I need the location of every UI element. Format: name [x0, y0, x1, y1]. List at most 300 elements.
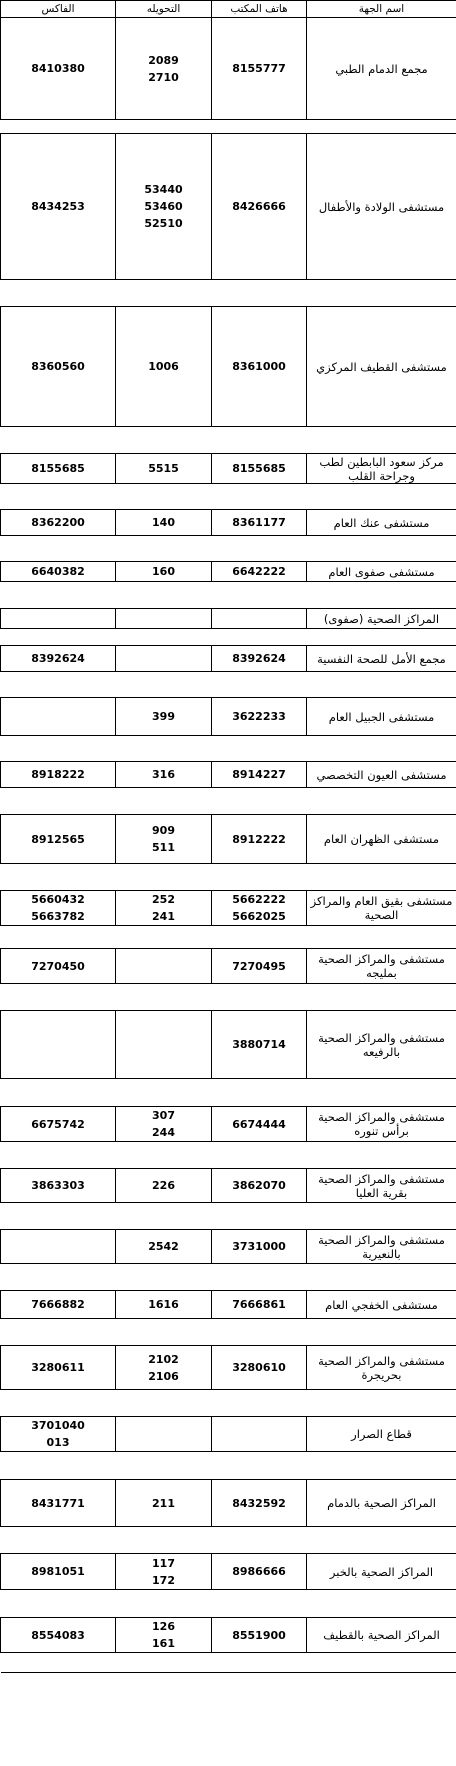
- table-row: [1, 1618, 456, 1653]
- office-phone-cell: [212, 510, 307, 536]
- spacer-cell: [1, 736, 116, 762]
- fax-value: 5660432: [31, 893, 85, 906]
- spacer-cell: [116, 1079, 212, 1107]
- spacer-cell: [116, 536, 212, 562]
- office-phone-value: 8912222: [232, 832, 286, 846]
- spacer-cell: [212, 1452, 307, 1480]
- spacer-cell: [116, 788, 212, 815]
- spacer-cell: [212, 1390, 307, 1417]
- spacer-cell: [212, 582, 307, 609]
- table-row: [1, 1480, 456, 1527]
- fax-value: 8912565: [31, 832, 85, 846]
- fax-cell: [1, 949, 116, 984]
- extension-value: 909: [152, 824, 175, 837]
- fax-value: 7270450: [31, 959, 85, 973]
- entity-name-cell: مستشفى عنك العام: [307, 510, 456, 536]
- fax-cell: [1, 815, 116, 864]
- extension-cell: [116, 698, 212, 736]
- spacer-cell: [212, 280, 307, 307]
- extension-value: 244: [152, 1126, 175, 1139]
- office-phone-value: 8361000: [232, 360, 286, 373]
- spacer-cell: [307, 788, 456, 815]
- spacer-cell: [307, 1527, 456, 1554]
- fax-value: 7666882: [31, 1298, 85, 1311]
- fax-cell: [1, 307, 116, 427]
- contacts-table-body: [1, 18, 456, 1673]
- fax-value: 8392624: [31, 652, 85, 665]
- spacer-cell: [1, 926, 116, 949]
- spacer-cell: [307, 672, 456, 698]
- extension-cell: [116, 562, 212, 582]
- extension-cell: [116, 1011, 212, 1079]
- office-phone-cell: [212, 609, 307, 629]
- spacer-cell: [116, 984, 212, 1011]
- spacer-row: [1, 582, 456, 609]
- spacer-row: [1, 1527, 456, 1554]
- spacer-cell: [116, 736, 212, 762]
- spacer-cell: [307, 926, 456, 949]
- spacer-cell: [1, 864, 116, 891]
- spacer-cell: [307, 1319, 456, 1346]
- spacer-cell: [1, 484, 116, 510]
- office-phone-cell: [212, 562, 307, 582]
- spacer-cell: [116, 484, 212, 510]
- fax-cell: [1, 454, 116, 484]
- office-phone-value: 3731000: [232, 1240, 286, 1253]
- fax-cell: [1, 1107, 116, 1142]
- spacer-row: [1, 1452, 456, 1480]
- entity-name-cell: مجمع الأمل للصحة النفسية: [307, 646, 456, 672]
- office-phone-cell: [212, 307, 307, 427]
- spacer-row: [1, 1390, 456, 1417]
- spacer-cell: [307, 629, 456, 646]
- extension-value: 307: [152, 1109, 175, 1122]
- fax-value: 8410380: [31, 62, 85, 75]
- fax-cell: [1, 18, 116, 120]
- spacer-cell: [212, 1527, 307, 1554]
- entity-name-cell: قطاع الصرار: [307, 1417, 456, 1452]
- extension-value: 117: [152, 1556, 175, 1570]
- office-phone-value: 8432592: [232, 1496, 286, 1510]
- spacer-cell: [116, 1452, 212, 1480]
- table-row: [1, 815, 456, 864]
- extension-value: 241: [152, 910, 175, 923]
- office-phone-cell: [212, 815, 307, 864]
- table-row: [1, 949, 456, 984]
- office-phone-value: 8155777: [232, 62, 286, 75]
- spacer-cell: [1, 672, 116, 698]
- extension-value: 252: [152, 893, 175, 906]
- table-row: [1, 134, 456, 280]
- office-phone-cell: [212, 1346, 307, 1390]
- office-phone-value: 8361177: [232, 516, 286, 529]
- spacer-row: [1, 536, 456, 562]
- spacer-cell: [212, 484, 307, 510]
- fax-cell: [1, 1618, 116, 1653]
- fax-cell: [1, 1011, 116, 1079]
- table-row: [1, 1554, 456, 1590]
- extension-value: 2542: [148, 1240, 179, 1253]
- entity-name-cell: مستشفى القطيف المركزي: [307, 307, 456, 427]
- office-phone-value: 7270495: [232, 959, 286, 973]
- fax-value: 3863303: [31, 1179, 85, 1192]
- extension-value: 126: [152, 1620, 175, 1633]
- spacer-cell: [212, 629, 307, 646]
- entity-name-cell: مركز سعود البابطين لطب وجراحة القلب: [307, 454, 456, 484]
- fax-cell: [1, 1480, 116, 1527]
- entity-name-cell: مستشفى صفوى العام: [307, 562, 456, 582]
- spacer-row: [1, 788, 456, 815]
- spacer-cell: [212, 120, 307, 134]
- extension-cell: [116, 1554, 212, 1590]
- spacer-cell: [307, 1390, 456, 1417]
- spacer-row: [1, 484, 456, 510]
- spacer-cell: [212, 788, 307, 815]
- fax-value: 8431771: [31, 1496, 85, 1510]
- fax-cell: [1, 562, 116, 582]
- spacer-cell: [307, 120, 456, 134]
- extension-cell: [116, 134, 212, 280]
- entity-name-cell: مستشفى والمراكز الصحية برأس تنوره: [307, 1107, 456, 1142]
- fax-cell: [1, 1554, 116, 1590]
- extension-value: 2102: [148, 1352, 179, 1366]
- extension-cell: [116, 1417, 212, 1452]
- spacer-row: [1, 736, 456, 762]
- spacer-row: [1, 280, 456, 307]
- spacer-cell: [307, 1142, 456, 1169]
- extension-cell: [116, 307, 212, 427]
- fax-cell: [1, 646, 116, 672]
- office-phone-value: 8426666: [232, 200, 286, 213]
- spacer-cell: [307, 280, 456, 307]
- office-phone-cell: [212, 134, 307, 280]
- office-phone-cell: [212, 1554, 307, 1590]
- office-phone-value: 8155685: [232, 462, 286, 475]
- spacer-row: [1, 1203, 456, 1230]
- extension-value: 399: [152, 710, 175, 723]
- spacer-cell: [1, 280, 116, 307]
- office-phone-value: 7666861: [232, 1298, 286, 1311]
- table-row: [1, 1346, 456, 1390]
- spacer-cell: [1, 1390, 116, 1417]
- entity-name-cell: مستشفى والمراكز الصحية بمليجه: [307, 949, 456, 984]
- extension-value: 2710: [148, 70, 179, 84]
- spacer-cell: [116, 1590, 212, 1618]
- entity-name-cell: مستشفى الولادة والأطفال: [307, 134, 456, 280]
- office-phone-cell: [212, 1618, 307, 1653]
- spacer-cell: [307, 1264, 456, 1291]
- entity-name-cell: مستشفى والمراكز الصحية بالرفيعه: [307, 1011, 456, 1079]
- office-phone-value: 8551900: [232, 1628, 286, 1642]
- office-phone-cell: [212, 762, 307, 788]
- table-row: [1, 454, 456, 484]
- extension-cell: [116, 18, 212, 120]
- office-phone-cell: [212, 949, 307, 984]
- spacer-cell: [1, 1319, 116, 1346]
- table-row: [1, 18, 456, 120]
- table-row: [1, 1417, 456, 1452]
- spacer-cell: [212, 1203, 307, 1230]
- spacer-cell: [212, 427, 307, 454]
- fax-cell: [1, 762, 116, 788]
- fax-value: 013: [46, 1436, 70, 1449]
- fax-value: 3701040: [31, 1419, 85, 1432]
- spacer-row: [1, 1079, 456, 1107]
- extension-value: 161: [152, 1637, 175, 1650]
- spacer-cell: [1, 1264, 116, 1291]
- office-phone-value: 5662222: [232, 893, 286, 906]
- fax-cell: [1, 1230, 116, 1264]
- spacer-row: [1, 1264, 456, 1291]
- entity-name-cell: مستشفى والمراكز الصحية بالنعيرية: [307, 1230, 456, 1264]
- extension-cell: [116, 1291, 212, 1319]
- extension-value: 211: [152, 1496, 175, 1510]
- spacer-cell: [1, 582, 116, 609]
- office-phone-value: 3622233: [232, 710, 286, 723]
- spacer-cell: [212, 1079, 307, 1107]
- header-fax: الفاكس: [1, 1, 116, 18]
- fax-value: 6675742: [31, 1117, 85, 1131]
- office-phone-value: 8986666: [232, 1565, 286, 1578]
- fax-value: 5663782: [31, 910, 85, 923]
- extension-value: 52510: [144, 217, 183, 230]
- extension-value: 316: [152, 768, 175, 781]
- spacer-row: [1, 1142, 456, 1169]
- spacer-cell: [116, 1527, 212, 1554]
- spacer-cell: [116, 1319, 212, 1346]
- extension-value: 1616: [148, 1298, 179, 1311]
- spacer-cell: [1, 1527, 116, 1554]
- spacer-cell: [212, 1590, 307, 1618]
- spacer-cell: [212, 864, 307, 891]
- fax-cell: [1, 1291, 116, 1319]
- extension-cell: [116, 762, 212, 788]
- spacer-cell: [307, 427, 456, 454]
- fax-value: 3280611: [31, 1361, 85, 1374]
- office-phone-cell: [212, 1230, 307, 1264]
- spacer-cell: [212, 984, 307, 1011]
- extension-value: 511: [152, 841, 175, 854]
- spacer-row: [1, 120, 456, 134]
- table-row: [1, 562, 456, 582]
- table-row: [1, 609, 456, 629]
- table-row: [1, 1107, 456, 1142]
- extension-cell: [116, 815, 212, 864]
- spacer-cell: [212, 672, 307, 698]
- spacer-cell: [1, 427, 116, 454]
- extension-cell: [116, 510, 212, 536]
- spacer-cell: [1, 536, 116, 562]
- header-extension: التحويله: [116, 1, 212, 18]
- extension-cell: [116, 1480, 212, 1527]
- extension-cell: [116, 646, 212, 672]
- spacer-cell: [212, 1142, 307, 1169]
- entity-name-cell: مستشفى الظهران العام: [307, 815, 456, 864]
- extension-value: 53440: [144, 183, 183, 196]
- spacer-cell: [116, 1264, 212, 1291]
- fax-value: 8918222: [31, 768, 85, 781]
- spacer-cell: [307, 1653, 456, 1673]
- spacer-cell: [307, 484, 456, 510]
- entity-name-cell: مستشفى والمراكز الصحية بقرية العليا: [307, 1169, 456, 1203]
- extension-value: 140: [152, 516, 175, 529]
- spacer-cell: [212, 736, 307, 762]
- office-phone-cell: [212, 454, 307, 484]
- entity-name-cell: مستشفى الجبيل العام: [307, 698, 456, 736]
- entity-name-cell: مستشفى الخفجي العام: [307, 1291, 456, 1319]
- extension-cell: [116, 1169, 212, 1203]
- spacer-cell: [116, 120, 212, 134]
- spacer-row: [1, 672, 456, 698]
- extension-value: 1006: [148, 360, 179, 373]
- table-row: [1, 646, 456, 672]
- spacer-cell: [212, 926, 307, 949]
- extension-cell: [116, 1618, 212, 1653]
- spacer-row: [1, 629, 456, 646]
- spacer-cell: [1, 788, 116, 815]
- extension-cell: [116, 454, 212, 484]
- fax-cell: [1, 891, 116, 926]
- spacer-cell: [307, 1203, 456, 1230]
- office-phone-cell: [212, 1011, 307, 1079]
- table-row: [1, 510, 456, 536]
- extension-value: 172: [152, 1573, 175, 1587]
- table-row: [1, 891, 456, 926]
- table-row: [1, 307, 456, 427]
- office-phone-cell: [212, 891, 307, 926]
- spacer-cell: [307, 864, 456, 891]
- spacer-row: [1, 1653, 456, 1673]
- extension-value: 5515: [148, 462, 179, 475]
- spacer-cell: [307, 984, 456, 1011]
- spacer-cell: [1, 120, 116, 134]
- extension-value: 53460: [144, 200, 183, 213]
- entity-name-cell: المراكز الصحية بالخبر: [307, 1554, 456, 1590]
- header-office-phone: هاتف المكتب: [212, 1, 307, 18]
- spacer-cell: [212, 1653, 307, 1673]
- office-phone-value: 3862070: [232, 1179, 286, 1192]
- office-phone-value: 8914227: [232, 768, 286, 781]
- extension-cell: [116, 891, 212, 926]
- extension-cell: [116, 1346, 212, 1390]
- spacer-cell: [116, 864, 212, 891]
- fax-cell: [1, 1169, 116, 1203]
- table-row: [1, 698, 456, 736]
- spacer-cell: [116, 280, 212, 307]
- fax-value: 8434253: [31, 200, 85, 213]
- office-phone-value: 5662025: [232, 910, 286, 923]
- fax-value: 8981051: [31, 1565, 85, 1578]
- spacer-row: [1, 1319, 456, 1346]
- fax-cell: [1, 609, 116, 629]
- office-phone-value: 3280610: [232, 1361, 286, 1374]
- fax-value: 8362200: [31, 516, 85, 529]
- spacer-row: [1, 984, 456, 1011]
- office-phone-cell: [212, 698, 307, 736]
- spacer-cell: [307, 1590, 456, 1618]
- entity-name-cell: المراكز الصحية بالقطيف: [307, 1618, 456, 1653]
- fax-value: 8155685: [31, 462, 85, 475]
- table-row: [1, 1291, 456, 1319]
- office-phone-cell: [212, 1107, 307, 1142]
- fax-value: 6640382: [31, 565, 85, 578]
- spacer-row: [1, 427, 456, 454]
- spacer-row: [1, 1590, 456, 1618]
- extension-value: 226: [152, 1179, 175, 1192]
- office-phone-value: 3880714: [232, 1038, 286, 1051]
- spacer-cell: [116, 427, 212, 454]
- office-phone-value: 6642222: [232, 565, 286, 578]
- office-phone-cell: [212, 1169, 307, 1203]
- header-row: [1, 1, 456, 18]
- extension-cell: [116, 1230, 212, 1264]
- office-phone-cell: [212, 1291, 307, 1319]
- fax-cell: [1, 1417, 116, 1452]
- fax-cell: [1, 698, 116, 736]
- spacer-cell: [116, 672, 212, 698]
- extension-cell: [116, 949, 212, 984]
- spacer-cell: [307, 582, 456, 609]
- spacer-cell: [1, 984, 116, 1011]
- spacer-cell: [307, 736, 456, 762]
- spacer-cell: [1, 1452, 116, 1480]
- office-phone-value: 6674444: [232, 1117, 286, 1131]
- spacer-cell: [1, 1079, 116, 1107]
- extension-value: 2106: [148, 1369, 179, 1383]
- fax-value: 8554083: [31, 1628, 85, 1642]
- table-row: [1, 1230, 456, 1264]
- spacer-cell: [307, 1079, 456, 1107]
- entity-name-cell: مستشفى والمراكز الصحية بحريجرة: [307, 1346, 456, 1390]
- extension-cell: [116, 609, 212, 629]
- table-row: [1, 1011, 456, 1079]
- entity-name-cell: مجمع الدمام الطبي: [307, 18, 456, 120]
- spacer-cell: [212, 1264, 307, 1291]
- fax-value: 8360560: [31, 360, 85, 373]
- spacer-cell: [116, 582, 212, 609]
- spacer-cell: [212, 1319, 307, 1346]
- extension-cell: [116, 1107, 212, 1142]
- entity-name-cell: مستشفى بقيق العام والمراكز الصحية: [307, 891, 456, 926]
- entity-name-cell: مستشفى العيون التخصصي: [307, 762, 456, 788]
- spacer-cell: [116, 1390, 212, 1417]
- entity-name-cell: المراكز الصحية (صفوى): [307, 609, 456, 629]
- spacer-cell: [1, 1653, 116, 1673]
- spacer-row: [1, 926, 456, 949]
- spacer-cell: [116, 1142, 212, 1169]
- spacer-cell: [1, 1142, 116, 1169]
- fax-cell: [1, 134, 116, 280]
- office-phone-value: 8392624: [232, 652, 286, 665]
- spacer-cell: [116, 1653, 212, 1673]
- spacer-cell: [1, 1203, 116, 1230]
- fax-cell: [1, 1346, 116, 1390]
- spacer-cell: [1, 629, 116, 646]
- office-phone-cell: [212, 18, 307, 120]
- spacer-cell: [116, 926, 212, 949]
- spacer-cell: [307, 536, 456, 562]
- spacer-cell: [1, 1590, 116, 1618]
- spacer-row: [1, 864, 456, 891]
- extension-value: 2089: [148, 53, 179, 67]
- header-entity-name: اسم الجهة: [307, 1, 456, 18]
- office-phone-cell: [212, 646, 307, 672]
- table-row: [1, 762, 456, 788]
- table-row: [1, 1169, 456, 1203]
- office-phone-cell: [212, 1417, 307, 1452]
- spacer-cell: [307, 1452, 456, 1480]
- spacer-cell: [212, 536, 307, 562]
